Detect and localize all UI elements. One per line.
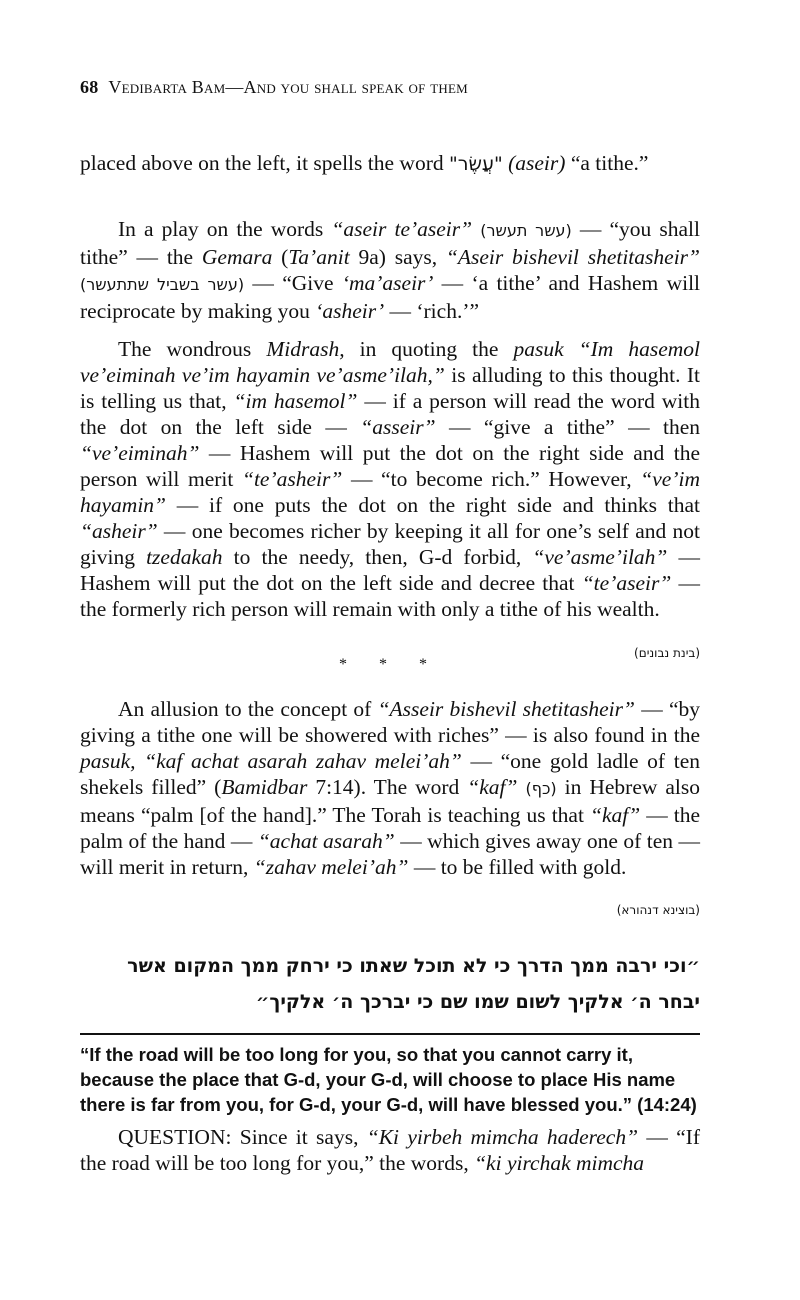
verse-english: “If the road will be too long for you, so that you cannot carry it, because the place that G-d, your G-d, will choose to place His name there is far from you, for G-d, your G-d, will have blessed you.” (14:24) [80,1044,697,1115]
hebrew-word-kaf: (כף) [525,779,557,798]
page-number: 68 [80,77,99,97]
paragraph-gemara: In a play on the words “aseir te’aseir” (עשר תעשר) — “you shall tithe” — the Gemara (Ta’anit 9a) says, “Aseir bishevil shetitasheir” (עשר בשביל שתתעשר) — “Give ‘ma’aseir’ — ‘a tithe’ and Hashem will reciprocate by making you ‘asheir’ — ‘rich.’” [80,217,701,323]
paragraph-continuation: placed above on the left, it spells the word "עֲשֶׂר" (aseir) “a tithe.” [80,151,649,175]
paragraph-allusion: An allusion to the concept of “Asseir bishevil shetitasheir” — “by giving a tithe one will be showered with riches” — is also found in the pasuk, “kaf achat asarah zahav melei’ah” — “one gold ladle of ten shekels filled” (Bamidbar 7:14). The word “kaf” (כף) in Hebrew also means “palm [of the hand].” The Torah is teaching us that “kaf” — the palm of the hand — “achat asarah” — which gives away one of ten — will merit in return, “zahav melei’ah” — to be filled with gold. [80,697,701,879]
source-citation: (בוצינא דנהורא) [616,903,700,917]
section-separator: * * * [339,656,441,673]
hebrew-phrase: (עשר תעשר) [480,221,572,240]
paragraph-question: QUESTION: Since it says, “Ki yirbeh mimcha haderech” — “If the road will be too long for you,” the words, “ki yirchak mimcha [80,1125,700,1175]
running-title: Vedibarta Bam—And you shall speak of them [108,77,468,97]
running-head [80,77,700,98]
paragraph-midrash: The wondrous Midrash, in quoting the pasuk “Im hasemol ve’eiminah ve’im hayamin ve’asme’ilah,” is alluding to this thought. It is telling us that, “im hasemol” — if a person will read the word with the dot on the left side — “asseir” — “give a tithe” — then “ve’eiminah” — Hashem will put the dot on the right side and the person will merit “te’asheir” — “to become rich.” However, “ve’im hayamin” — if one puts the dot on the right side and thinks that “asheir” — one becomes richer by keeping it all for one’s self and not giving tzedakah to the needy, then, G-d forbid, “ve’asme’ilah” — Hashem will put the dot on the left side and decree that “te’aseir” — the formerly rich person will remain with only a tithe of his wealth. [80,337,701,621]
hebrew-word-aseir: "עֲשֶׂר" [448,153,503,175]
source-citation: (בינת נבונים) [634,646,700,660]
verse-hebrew: ״וכי ירבה ממך הדרך כי לא תוכל שאתו כי ירחק ממך המקום אשר יבחר ה׳ אלקיך לשום שמו שם כי יברכך ה׳ אלקיך״ [127,955,700,1013]
hebrew-phrase: (עשר בשביל שתתעשר) [80,275,245,294]
verse-divider [80,1033,700,1035]
